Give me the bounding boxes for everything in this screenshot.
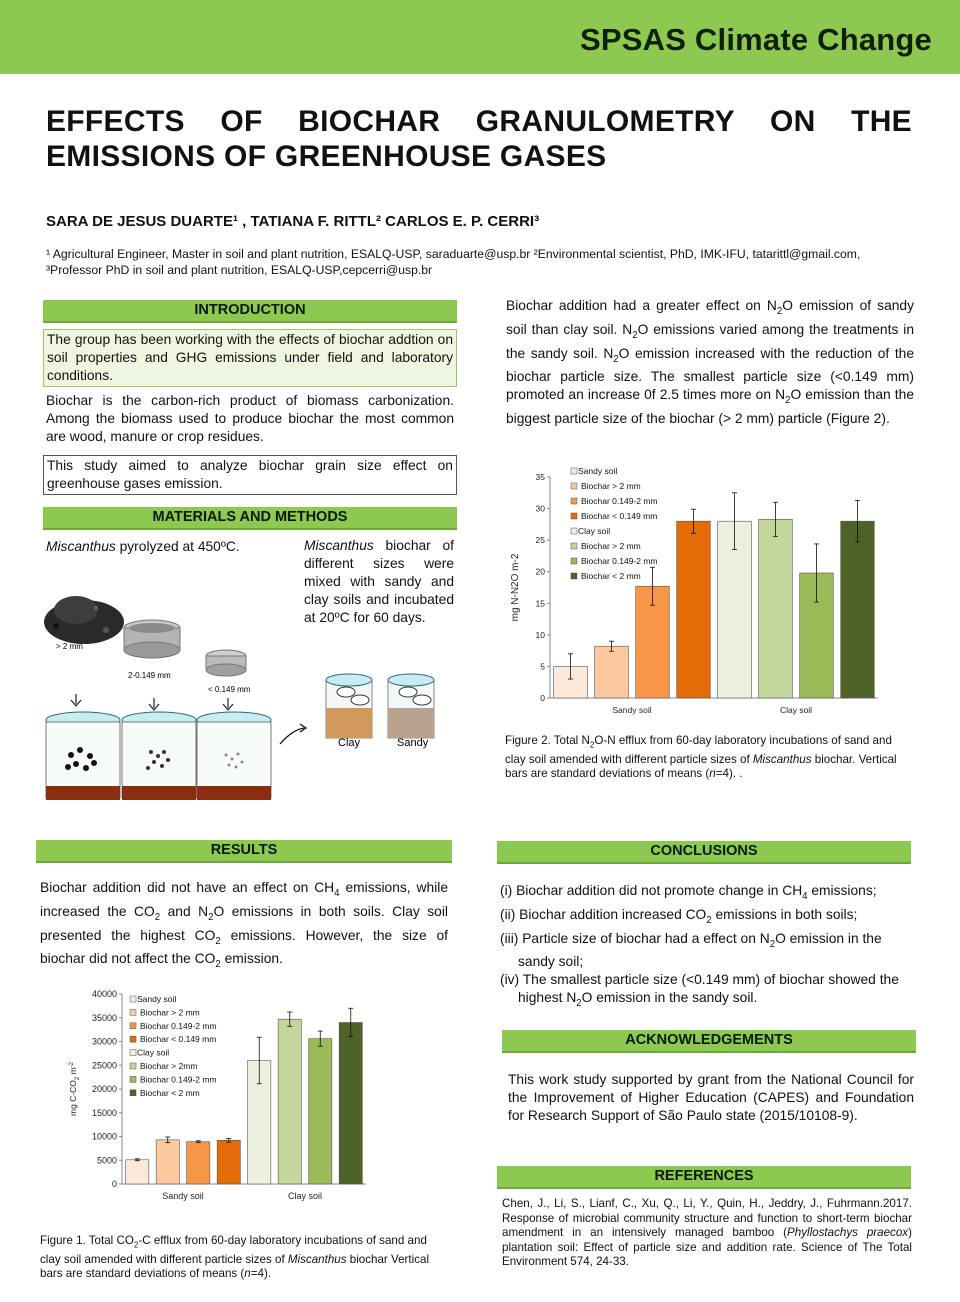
references-text: Chen, J., Li, S., Lianf, C., Xu, Q., Li, Y., Quin, H., Jeddry, J., Fuhrmann.2017. Response of microbial community structure and function to short-term biochar amendment in an intensively managed bamboo (Phyllostachys praecox) plantation soil: Effect of particle size and addition rate. Science of The Total Environment 574, 24-33.	[502, 1197, 912, 1268]
legend-swatch	[571, 528, 577, 534]
bar	[595, 646, 629, 698]
y-tick-label: 30	[535, 503, 545, 514]
legend-label: Biochar < 2 mm	[140, 1087, 200, 1098]
bar	[187, 1142, 210, 1184]
conclusion-item: (iv) The smallest particle size (<0.149 mm) of biochar showed the highest $N_2O$ emission in the sandy soil.	[500, 972, 899, 1009]
y-tick-label: 20	[535, 566, 545, 577]
introduction-p2: Biochar is the carbon-rich product of biomass carbonization. Among the biomass used to produce biochar the most common are wood, manure or crop residues.	[46, 393, 454, 444]
conclusion-item: (ii) Biochar addition increased $CO_2$ emissions in both soils;	[500, 906, 858, 926]
results-heading: RESULTS	[36, 840, 452, 863]
legend-swatch	[130, 1050, 136, 1056]
bar	[339, 1023, 362, 1185]
y-tick-label: 5	[540, 661, 545, 672]
introduction-p1: The group has been working with the effects of biochar addtion on soil properties and GHG emissions under field and laboratory conditions.	[43, 329, 457, 387]
figure-2-chart	[500, 460, 920, 722]
methods-heading: MATERIALS AND METHODS	[43, 507, 457, 530]
y-tick-label: 0	[111, 1179, 117, 1189]
y-tick-label: 20000	[91, 1084, 117, 1094]
y-tick-label: 15	[535, 598, 545, 609]
biochar-pile-icon	[44, 596, 124, 644]
y-axis-label: mg $C-CO_2$ $m^{-2}$	[68, 1062, 81, 1116]
y-tick-label: 25000	[91, 1060, 117, 1071]
y-tick-label: 10	[535, 629, 545, 640]
poster-affiliations: ¹ Agricultural Engineer, Master in soil and plant nutrition, ESALQ-USP, saraduarte@usp.br ²Environmental scientist, PhD, IMK-IFU, tatarittl@gmail.com, ³Professor PhD in soil and plant nutrition, ESALQ-USP,cepcerri@usp.br	[46, 247, 861, 277]
figure-1-chart	[40, 980, 440, 1206]
legend-swatch	[130, 1076, 136, 1082]
label-lt: < 0.149 mm	[208, 685, 251, 694]
y-tick-label: 5000	[96, 1155, 117, 1166]
figure-1-caption: Figure 1. Total $CO_2-C$ efflux from 60-day laboratory incubations of sand and clay soil amended with different particle sizes of Miscanthus biochar Vertical bars are standard deviations of means (n=4).	[40, 1234, 430, 1281]
legend-label: Biochar > 2 mm	[581, 541, 641, 551]
bar	[278, 1019, 301, 1184]
sieve-small-icon	[206, 650, 246, 676]
legend-swatch	[571, 498, 577, 504]
legend-label: Biochar 0.149-2 mm	[581, 496, 658, 506]
legend-label: Biochar < 2 mm	[581, 571, 641, 581]
legend-label: Sandy soil	[578, 466, 618, 476]
figure-2-caption: Figure 2. Total $N_2O-N$ efflux from 60-day laboratory incubations of sand and clay soil amended with different particle sizes of Miscanthus biochar. Vertical bars are standard deviations of means (n=4). .	[505, 734, 897, 781]
legend-label: Biochar < 0.149 mm	[140, 1034, 217, 1045]
legend-label: Biochar < 0.149 mm	[581, 511, 658, 521]
label-clay: Clay	[338, 737, 361, 749]
incubation-jars	[46, 712, 271, 800]
y-axis-label: mg N-N2O m-2	[510, 553, 521, 622]
down-arrow-icons	[71, 694, 233, 710]
y-tick-label: 40000	[91, 989, 117, 999]
methods-illustration	[36, 580, 456, 810]
methods-right-text: Miscanthus biochar of different sizes were mixed with sandy and clay soils and incubated at 20ºC for 60 days.	[304, 538, 454, 625]
bar	[677, 521, 711, 698]
bar	[841, 521, 875, 698]
header-title: SPSAS Climate Change	[580, 22, 932, 57]
y-tick-label: 25	[535, 535, 545, 546]
conclusions-list	[500, 882, 912, 1013]
x-group-label: Clay soil	[779, 705, 813, 715]
bar	[156, 1140, 179, 1184]
soil-jars	[326, 674, 434, 738]
legend-label: Biochar > 2mm	[140, 1061, 198, 1071]
legend-label: Sandy soil	[137, 994, 177, 1004]
legend-label: Biochar 0.149-2 mm	[581, 556, 658, 566]
legend-label: Clay soil	[578, 526, 611, 536]
introduction-p3: This study aimed to analyze biochar grain size effect on greenhouse gases emission.	[43, 455, 457, 495]
curved-arrow-icon	[280, 728, 304, 744]
sieve-large-icon	[124, 620, 180, 658]
label-mid: 2-0.149 mm	[128, 671, 171, 680]
references-heading: REFERENCES	[497, 1166, 911, 1189]
legend-swatch	[571, 513, 577, 519]
x-group-label: Clay soil	[287, 1191, 323, 1201]
label-gt2: > 2 mm	[56, 642, 83, 651]
poster-title: EFFECTS OF BIOCHAR GRANULOMETRY ON THE EMISSIONS OF GREENHOUSE GASES	[46, 105, 912, 173]
y-tick-label: 35	[535, 472, 545, 482]
introduction-heading: INTRODUCTION	[43, 300, 457, 323]
acknowledgements-heading: ACKNOWLEDGEMENTS	[502, 1030, 916, 1053]
conclusions-heading: CONCLUSIONS	[497, 841, 911, 864]
legend-label: Biochar > 2 mm	[140, 1007, 200, 1018]
legend-swatch	[571, 573, 577, 579]
y-tick-label: 35000	[91, 1012, 117, 1023]
bar	[126, 1160, 149, 1184]
conclusion-item: (i) Biochar addition did not promote change in $CH_4$ emissions;	[500, 883, 877, 902]
legend-swatch	[571, 483, 577, 489]
legend-swatch	[130, 996, 136, 1002]
legend-swatch	[571, 468, 577, 474]
y-tick-label: 15000	[91, 1107, 117, 1118]
acknowledgements-text: This work study supported by grant from the National Council for the Improvement of Higher Education (CAPES) and Foundation for Research Support of São Paulo state (2015/10108-9).	[508, 1072, 914, 1123]
legend-label: Clay soil	[137, 1047, 170, 1058]
legend-swatch	[130, 1023, 136, 1029]
legend-label: Biochar > 2 mm	[581, 481, 641, 491]
conclusion-item: (iii) Particle size of biochar had a effect on $N_2O$ emission in the sandy soil;	[500, 930, 882, 970]
legend-label: Biochar 0.149-2 mm	[140, 1020, 217, 1031]
y-tick-label: 10000	[91, 1131, 117, 1142]
legend-swatch	[130, 1009, 136, 1015]
legend-swatch	[571, 558, 577, 564]
y-tick-label: 30000	[91, 1036, 117, 1047]
bar	[217, 1140, 240, 1184]
bar	[309, 1039, 332, 1184]
n2o-paragraph: Biochar addition had a greater effect on $N_2O$ emission of sandy soil than clay soil. $N_2O$ emissions varied among the treatments in the sandy soil. $N_2O$ emission increased with the reduction of the biochar particle size. The smallest particle size (<0.149 mm) promoted an increase 0f 2.5 times more on $N_2O$ emission than the biggest particle size of the biochar (> 2 mm) particle (Figure 2).	[506, 298, 915, 426]
legend-label: Biochar 0.149-2 mm	[140, 1074, 217, 1085]
poster-authors: SARA DE JESUS DUARTE¹ , TATIANA F. RITTL² CARLOS E. P. CERRI³	[46, 213, 540, 230]
label-sandy: Sandy	[397, 737, 429, 749]
legend-swatch	[130, 1036, 136, 1042]
legend-swatch	[571, 543, 577, 549]
methods-left-text: Miscanthus pyrolyzed at 450ºC.	[46, 539, 240, 554]
results-paragraph: Biochar addition did not have an effect on $CH_4$ emissions, while increased the $CO_2$ and $N_2O$ emissions in both soils. Clay soil presented the highest $CO_2$ emissions. However, the size of biochar did not affect the $CO_2$ emission.	[40, 880, 448, 970]
x-group-label: Sandy soil	[162, 1191, 204, 1201]
x-group-label: Sandy soil	[612, 705, 652, 715]
legend-swatch	[130, 1063, 136, 1069]
y-tick-label: 0	[540, 693, 545, 703]
bar	[759, 519, 793, 698]
legend-swatch	[130, 1090, 136, 1096]
